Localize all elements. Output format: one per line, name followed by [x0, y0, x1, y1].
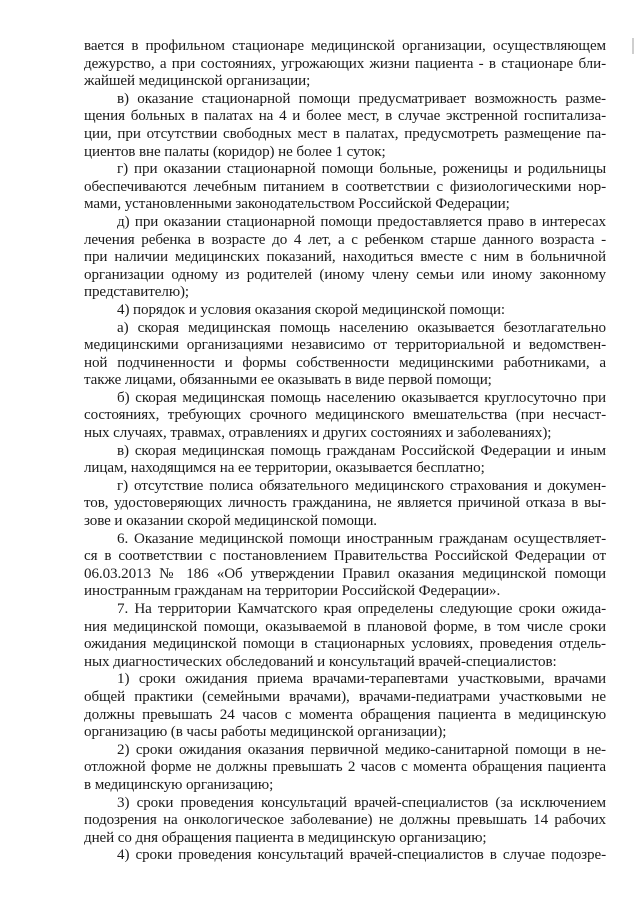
- text-line: ся в соответствии с постановлением Правительства Российской Федерации от: [84, 548, 606, 565]
- text-line: 2) сроки ожидания оказания первичной медико-санитарной помощи в не-: [117, 741, 606, 758]
- paragraph-item-d: [84, 214, 606, 302]
- text-line: организацию (в часы работы медицинской организации);: [84, 724, 447, 741]
- scan-edge-mark: [632, 38, 634, 54]
- text-line: б) скорая медицинская помощь населению оказывается круглосуточно при: [117, 389, 606, 406]
- text-line: зове и оказании скорой медицинской помощи.: [84, 513, 377, 530]
- text-line: дежурство, а при состояниях, угрожающих жизни пациента - в стационаре бли-: [84, 55, 606, 72]
- paragraph-item-g2: [84, 478, 606, 531]
- text-line: 4) порядок и условия оказания скорой медицинской помощи:: [117, 301, 505, 318]
- text-line: подозрения на онкологическое заболевание) не должны превышать 14 рабочих: [84, 812, 606, 829]
- text-line: 7. На территории Камчатского края определены следующие сроки ожида-: [117, 601, 606, 617]
- text-line: 6. Оказание медицинской помощи иностранным гражданам осуществляет-: [117, 530, 606, 547]
- text-line: медицинскими организациями независимо от территориальной и ведомствен-: [84, 337, 606, 354]
- text-line: дней со дня обращения пациента в медицинскую организацию;: [84, 829, 487, 846]
- text-line: ной подчиненности и формы собственности медицинскими работниками, а: [84, 354, 606, 371]
- text-line: представителю);: [84, 284, 190, 301]
- text-line: циентов вне палаты (коридор) не более 1 суток;: [84, 143, 386, 160]
- paragraph-item-v: [84, 91, 606, 161]
- text-line: а) скорая медицинская помощь населению оказывается безотлагательно: [117, 319, 606, 336]
- paragraph-item-1: [84, 671, 606, 741]
- paragraph-continuation: [84, 38, 606, 91]
- text-line: тов, удостоверяющих личность гражданина, не является причиной отказа в вы-: [84, 495, 606, 512]
- text-line: также лицами, обязанными ее оказывать в виде первой помощи;: [84, 372, 492, 389]
- text-line: отложной форме не должны превышать 2 часов с момента обращения пациента: [84, 759, 606, 776]
- text-line: должны превышать 24 часов с момента обращения пациента в медицинскую: [84, 706, 606, 723]
- text-line: 3) сроки проведения консультаций врачей-специалистов (за исключением: [117, 794, 606, 811]
- text-line: жайшей медицинской организации;: [84, 73, 311, 90]
- text-line: щения больных в палатах на 4 и более мест, в случае экстренной госпитализа-: [84, 108, 606, 125]
- text-line: ных случаях, травмах, отравлениях и других состояниях и заболеваниях);: [84, 425, 552, 442]
- paragraph-item-v2: [84, 443, 606, 478]
- text-line: организации одному из родителей (иному члену семьи или иному законному: [84, 266, 606, 283]
- text-line: состояниях, требующих срочного медицинского вмешательства (при несчаст-: [84, 407, 606, 424]
- text-line: иностранным гражданам на территории Российской Федерации».: [84, 583, 501, 600]
- text-line: г) при оказании стационарной помощи больные, роженицы и родильницы: [117, 161, 606, 178]
- paragraph-section-7: [84, 601, 606, 671]
- text-line: при наличии медицинских показаний, находиться вместе с ним в больничной: [84, 249, 606, 266]
- text-line: лечения ребенка в возрасте до 4 лет, а с ребенком старше данного возраста -: [84, 231, 606, 248]
- text-line: в) скорая медицинская помощь гражданам Российской Федерации и иным: [117, 442, 606, 459]
- text-line: ожидания медицинской помощи в стационарных условиях, проведения отдель-: [84, 636, 606, 653]
- paragraph-item-4: [84, 847, 606, 865]
- text-line: д) при оказании стационарной помощи предоставляется право в интересах: [117, 213, 606, 230]
- text-line: в медицинскую организацию;: [84, 776, 274, 793]
- text-line: г) отсутствие полиса обязательного медицинского страхования и докумен-: [117, 477, 606, 494]
- text-line: в) оказание стационарной помощи предусматривает возможность разме-: [117, 90, 606, 107]
- text-line: мами, установленными законодательством Российской Федерации;: [84, 196, 510, 213]
- paragraph-section-6: [84, 531, 606, 601]
- text-line: обеспечиваются лечебным питанием в соответствии с физиологическими нор-: [84, 178, 606, 195]
- paragraph-item-a: [84, 320, 606, 390]
- paragraph-item-3: [84, 795, 606, 848]
- text-line: ния медицинской помощи, оказываемой в плановой форме, в том числе сроки: [84, 618, 606, 635]
- text-line: вается в профильном стационаре медицинской организации, осуществляющем: [84, 38, 606, 54]
- text-line: 1) сроки ожидания приема врачами-терапевтами участковыми, врачами: [117, 671, 606, 688]
- paragraph-item-2: [84, 742, 606, 795]
- text-line: общей практики (семейными врачами), врачами-педиатрами участковыми не: [84, 688, 606, 705]
- paragraph-item-b: [84, 390, 606, 443]
- text-line: ных диагностических обследований и консультаций врачей-специалистов:: [84, 653, 557, 670]
- text-line: 06.03.2013 № 186 «Об утверждении Правил оказания медицинской помощи: [84, 565, 606, 582]
- text-line: 4) сроки проведения консультаций врачей-специалистов в случае подозре-: [117, 847, 606, 864]
- paragraph-item-g: [84, 161, 606, 214]
- paragraph-section-4: [84, 302, 606, 320]
- text-line: лицам, находящимся на ее территории, оказывается бесплатно;: [84, 460, 485, 477]
- text-line: ции, при отсутствии свободных мест в палатах, предусмотреть размещение па-: [84, 125, 606, 142]
